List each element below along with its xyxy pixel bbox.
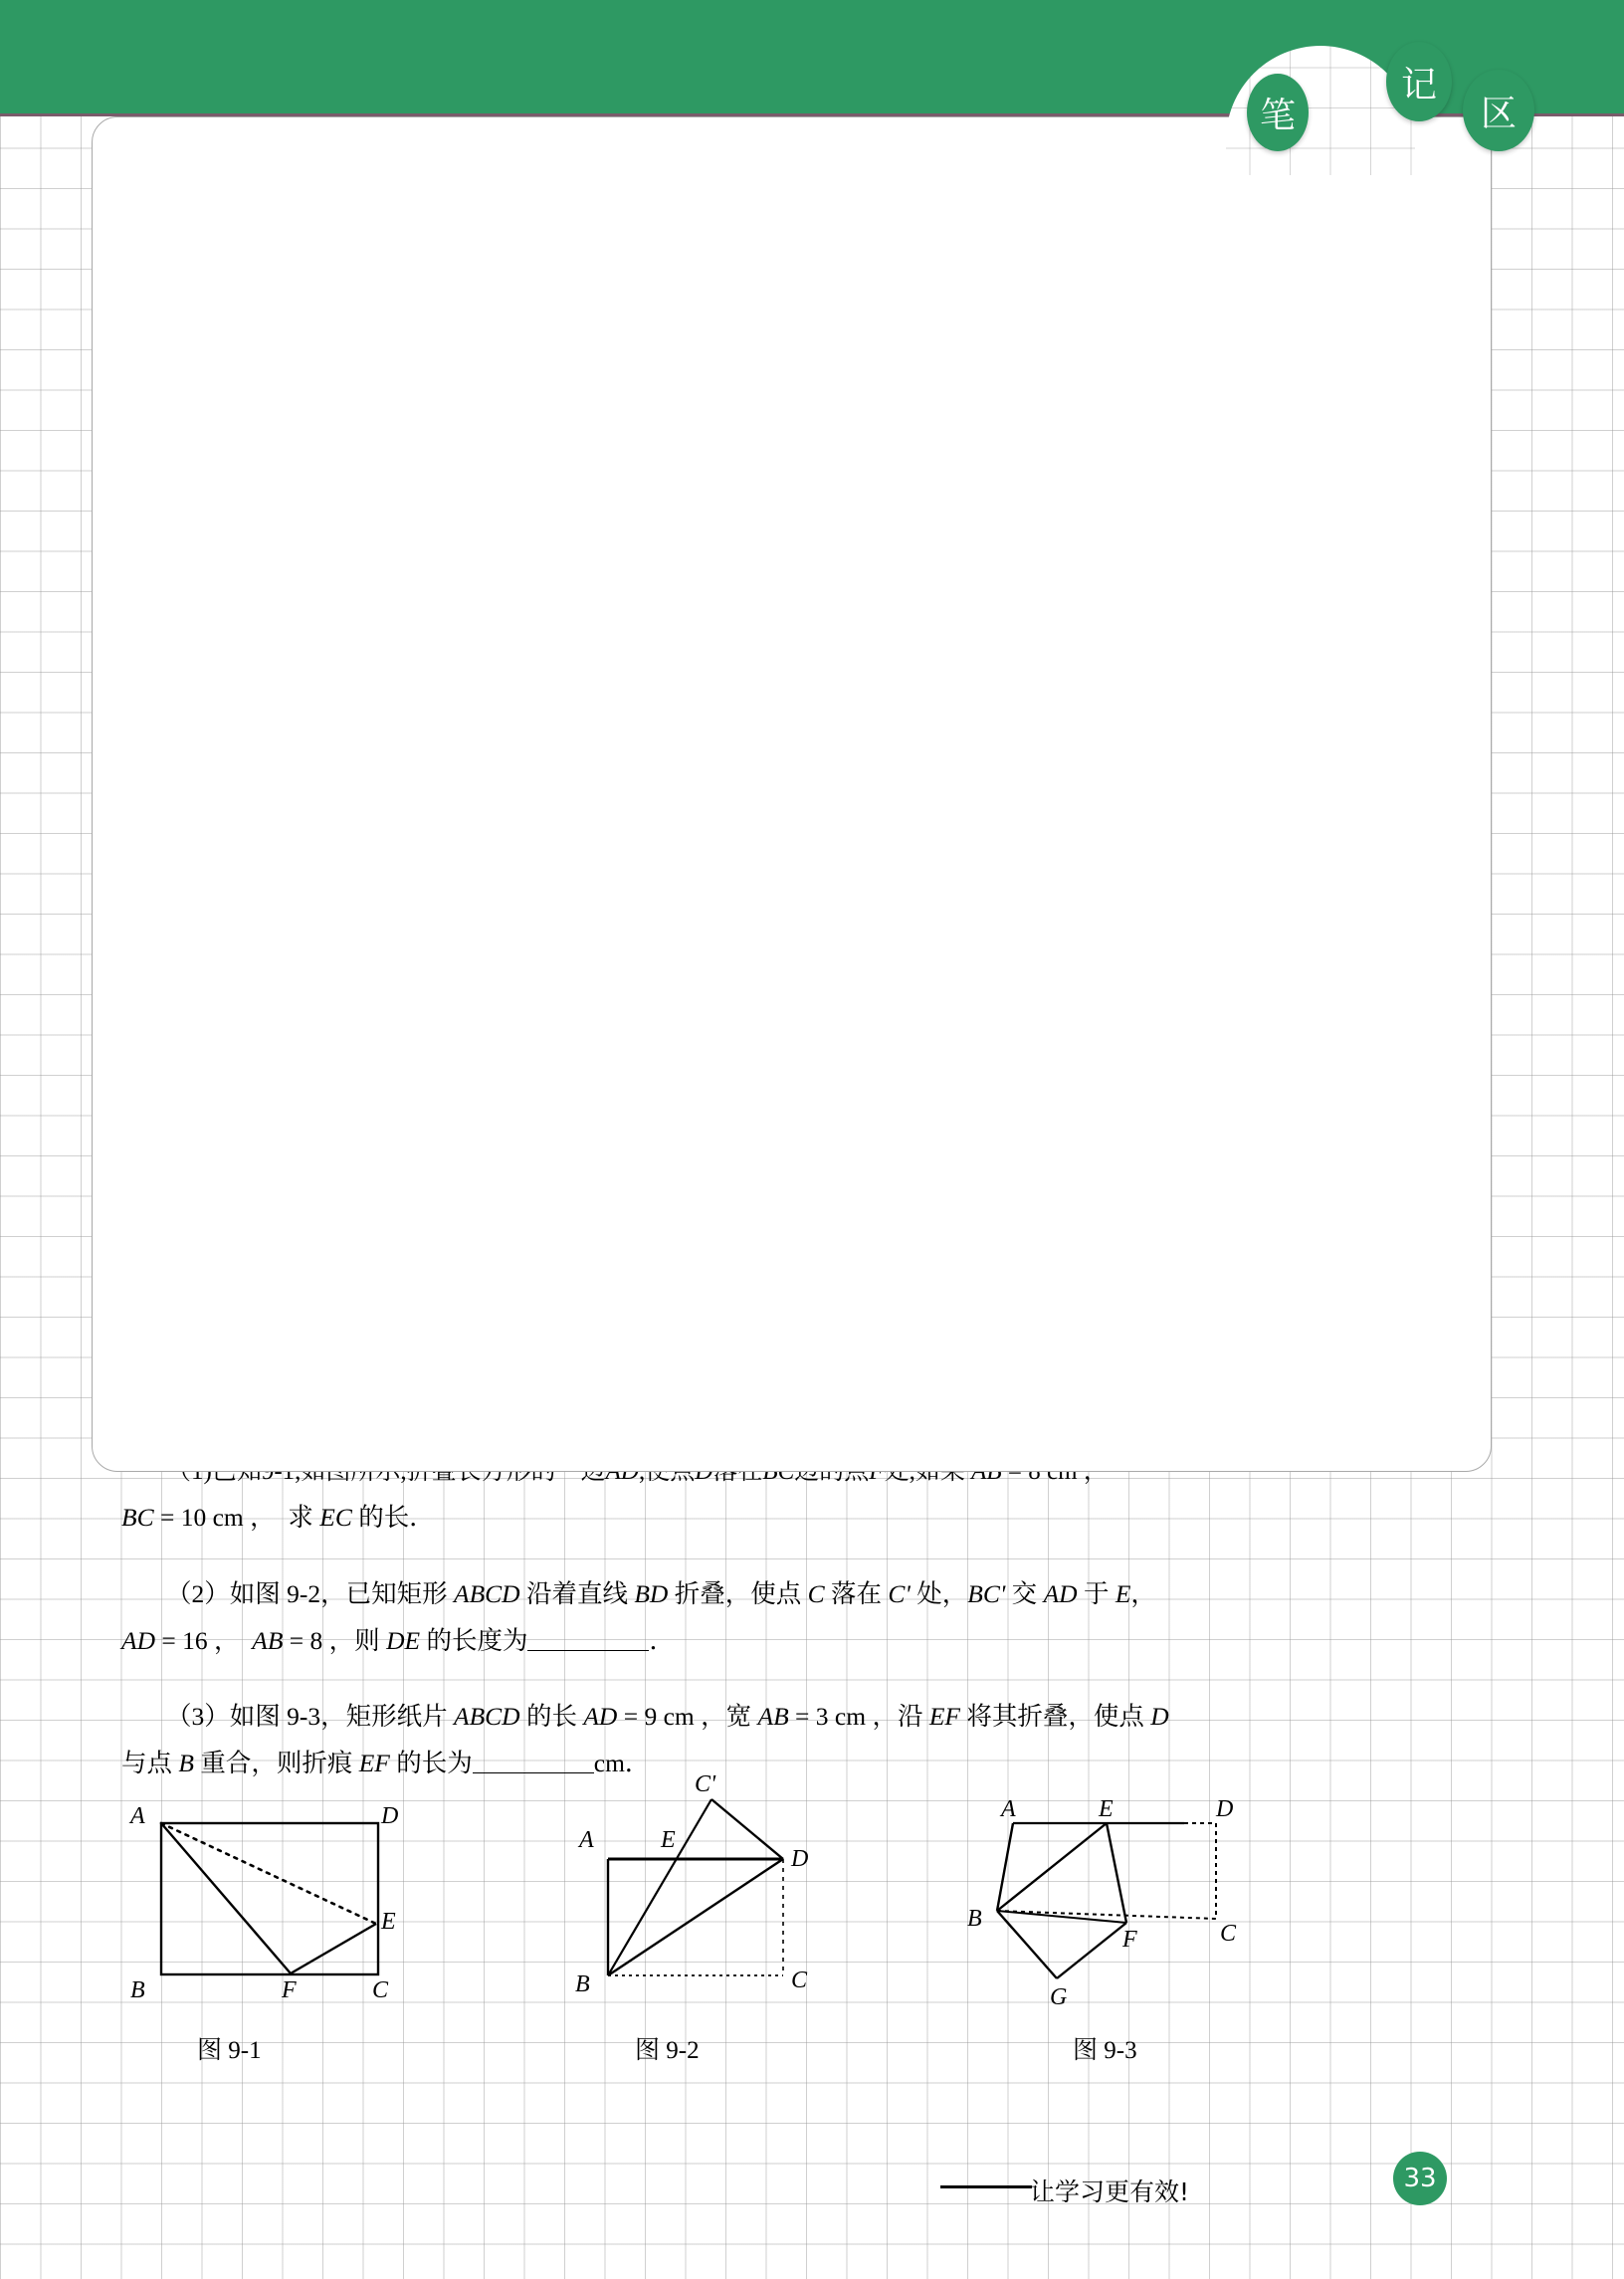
fig93-label-B: B: [967, 1906, 982, 1932]
ex9-q2-line1: （2）如图 9-2，已知矩形 ABCD 沿着直线 BD 折叠，使点 C 落在 C' 处，BC' 交 AD 于 E，: [166, 1579, 1156, 1608]
ex9-q3-blank[interactable]: [473, 1747, 594, 1773]
ex9-q2-blank[interactable]: [527, 1624, 649, 1651]
note-badge-bi: 笔: [1247, 74, 1309, 151]
ex9-q1-line2: BC = 10 cm ， 求 EC 的长．: [121, 1503, 435, 1532]
fig91-label-E: E: [381, 1909, 396, 1935]
fig91-label-F: F: [282, 1977, 297, 2003]
figure-9-3: [985, 1811, 1274, 2020]
fig93-label-F: F: [1122, 1927, 1137, 1953]
fig92-label-Cprime: C': [695, 1771, 716, 1797]
fig92-label-C: C: [791, 1968, 808, 1993]
footer-rule: [940, 2185, 1032, 2188]
note-badge-ji: 记: [1386, 42, 1452, 121]
fig93-label-C: C: [1220, 1921, 1237, 1947]
footer-slogan: 让学习更有效!: [1030, 2177, 1190, 2206]
fig91-label-A: A: [130, 1803, 145, 1829]
figure-9-1-caption: 图 9-1: [197, 2037, 262, 2064]
fig93-label-A: A: [1001, 1796, 1016, 1822]
note-badge-qu: 区: [1463, 70, 1534, 151]
page-number-badge: 33: [1393, 2152, 1447, 2205]
ex9-q3-line2: 与点 B 重合，则折痕 EF 的长为 cm．: [121, 1748, 651, 1777]
figure-9-1: [139, 1811, 418, 2000]
fig91-label-B: B: [130, 1977, 145, 2003]
figure-9-3-caption: 图 9-3: [1073, 2037, 1137, 2064]
ex9-q3-line1: （3）如图 9-3，矩形纸片 ABCD 的长 AD = 9 cm ，宽 AB = 3 cm ，沿 EF 将其折叠，使点 D: [166, 1702, 1169, 1731]
fig91-label-C: C: [372, 1977, 389, 2003]
figure-9-2: [572, 1791, 851, 2000]
fig92-label-D: D: [791, 1846, 809, 1872]
content-card: [92, 116, 1492, 1472]
fig92-label-A: A: [579, 1827, 594, 1853]
fig93-label-D: D: [1216, 1796, 1234, 1822]
fig91-label-D: D: [381, 1803, 399, 1829]
ex9-q2-line2: AD = 16 ， AB = 8 ，则 DE 的长度为 ．: [121, 1625, 675, 1655]
figure-9-2-caption: 图 9-2: [635, 2037, 700, 2064]
fig93-label-E: E: [1099, 1796, 1114, 1822]
fig93-label-G: G: [1050, 1984, 1068, 2010]
fig92-label-E: E: [661, 1827, 676, 1853]
fig92-label-B: B: [575, 1971, 590, 1997]
